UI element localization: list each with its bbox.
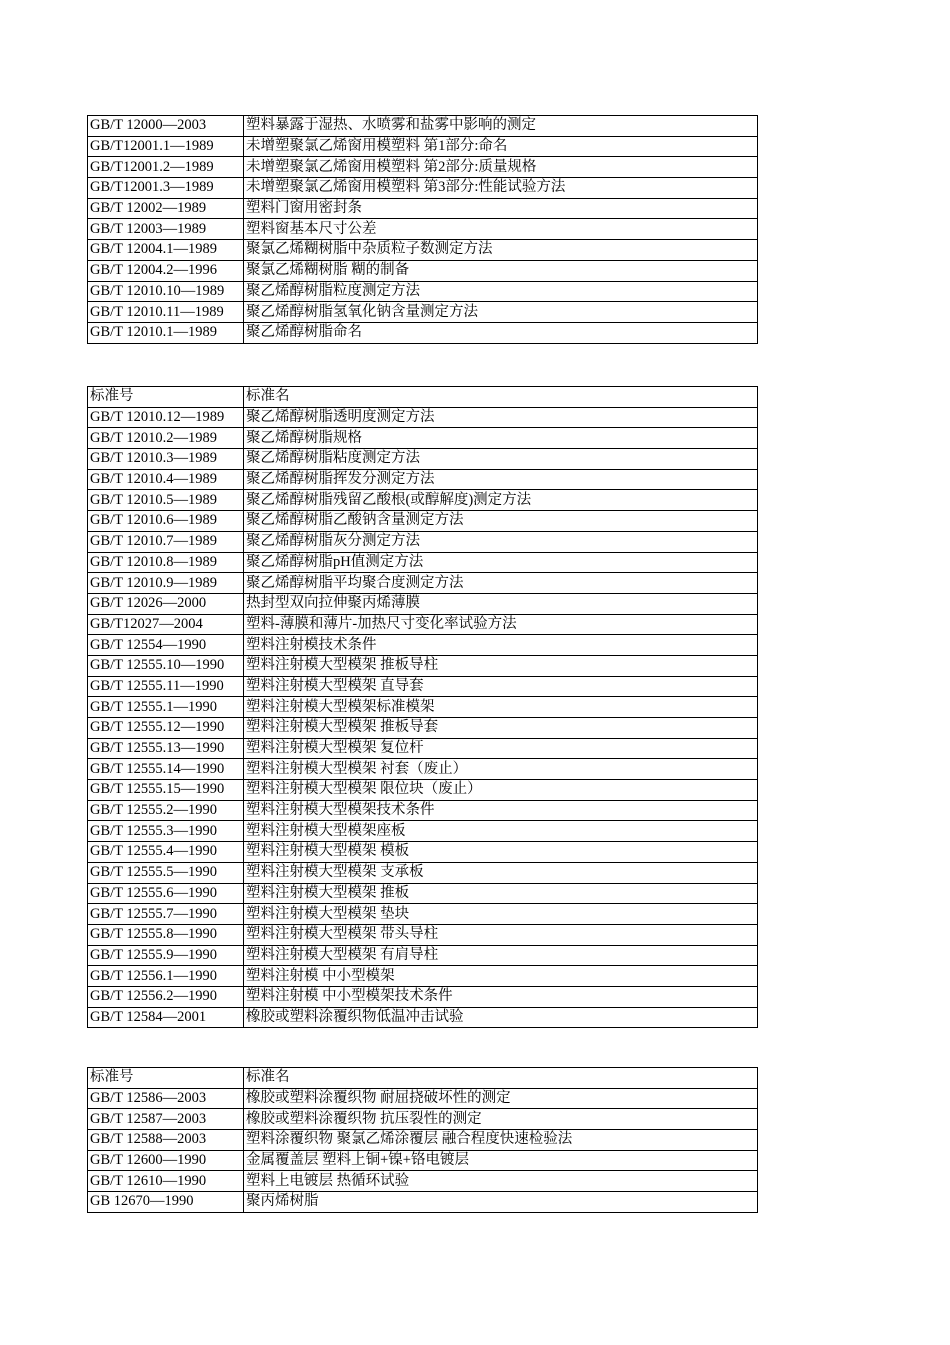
table-row [88, 904, 758, 925]
table-row [88, 718, 758, 739]
standard-name: 橡胶或塑料涂覆织物 耐屈挠破坏性的测定 [244, 1088, 758, 1109]
standard-name: 塑料注射模 中小型模架 [244, 966, 758, 987]
standard-name: 塑料注射模大型模架 带头导柱 [244, 924, 758, 945]
standard-name: 聚乙烯醇树脂规格 [244, 428, 758, 449]
standard-number: GB/T 12004.1—1989 [88, 240, 244, 261]
header-standard-number: 标准号 [88, 387, 244, 408]
standard-name: 聚乙烯醇树脂乙酸钠含量测定方法 [244, 511, 758, 532]
table-row [88, 842, 758, 863]
standard-name: 聚乙烯醇树脂透明度测定方法 [244, 407, 758, 428]
table-row [88, 573, 758, 594]
standards-table-1 [87, 115, 758, 344]
standard-number: GB/T 12010.3—1989 [88, 449, 244, 470]
standard-number: GB/T 12555.5—1990 [88, 862, 244, 883]
standard-number: GB/T 12584—2001 [88, 1007, 244, 1028]
table-row [88, 116, 758, 137]
standard-name: 塑料注射模大型模架 推板导套 [244, 718, 758, 739]
table-row [88, 1088, 758, 1109]
table-row [88, 924, 758, 945]
standard-name: 塑料涂覆织物 聚氯乙烯涂覆层 融合程度快速检验法 [244, 1130, 758, 1151]
standard-number: GB/T 12555.13—1990 [88, 738, 244, 759]
table-row [88, 1171, 758, 1192]
standard-name: 塑料注射模大型模架 推板 [244, 883, 758, 904]
standard-number: GB/T 12555.6—1990 [88, 883, 244, 904]
table-row [88, 281, 758, 302]
standard-number: GB/T 12010.9—1989 [88, 573, 244, 594]
standard-number: GB/T 12600—1990 [88, 1150, 244, 1171]
standard-name: 塑料注射模大型模架标准模架 [244, 697, 758, 718]
standard-number: GB/T 12010.6—1989 [88, 511, 244, 532]
standard-name: 塑料注射模大型模架 直导套 [244, 676, 758, 697]
table-body [88, 1068, 758, 1213]
table-row [88, 883, 758, 904]
standard-name: 未增塑聚氯乙烯窗用模塑料 第3部分:性能试验方法 [244, 178, 758, 199]
standard-name: 橡胶或塑料涂覆织物 抗压裂性的测定 [244, 1109, 758, 1130]
standard-number: GB/T 12010.4—1989 [88, 469, 244, 490]
standards-table-3 [87, 1067, 758, 1213]
standard-name: 塑料上电镀层 热循环试验 [244, 1171, 758, 1192]
header-standard-name: 标准名 [244, 1068, 758, 1089]
standard-number: GB/T 12555.1—1990 [88, 697, 244, 718]
standard-number: GB/T 12004.2—1996 [88, 260, 244, 281]
table-header-row [88, 387, 758, 408]
header-standard-name: 标准名 [244, 387, 758, 408]
standard-number: GB/T 12010.8—1989 [88, 552, 244, 573]
table-row [88, 198, 758, 219]
standard-number: GB/T 12555.4—1990 [88, 842, 244, 863]
standard-name: 塑料注射模大型模架 限位块（废止） [244, 780, 758, 801]
standard-name: 塑料注射模大型模架 有肩导柱 [244, 945, 758, 966]
standard-name: 聚氯乙烯糊树脂 糊的制备 [244, 260, 758, 281]
table-row [88, 676, 758, 697]
standard-number: GB/T 12010.10—1989 [88, 281, 244, 302]
standard-name: 塑料注射模 中小型模架技术条件 [244, 986, 758, 1007]
table-row [88, 1007, 758, 1028]
standard-name: 金属覆盖层 塑料上铜+镍+铬电镀层 [244, 1150, 758, 1171]
standard-name: 未增塑聚氯乙烯窗用模塑料 第2部分:质量规格 [244, 157, 758, 178]
standard-number: GB/T 12556.2—1990 [88, 986, 244, 1007]
standard-number: GB/T 12010.1—1989 [88, 322, 244, 343]
standard-name: 橡胶或塑料涂覆织物低温冲击试验 [244, 1007, 758, 1028]
table-row [88, 800, 758, 821]
table-row [88, 302, 758, 323]
standard-number: GB/T 12587—2003 [88, 1109, 244, 1130]
table-row [88, 635, 758, 656]
standard-name: 塑料注射模大型模架 推板导柱 [244, 655, 758, 676]
standard-number: GB/T12001.3—1989 [88, 178, 244, 199]
table-row [88, 552, 758, 573]
table-row [88, 821, 758, 842]
standard-name: 聚乙烯醇树脂氢氧化钠含量测定方法 [244, 302, 758, 323]
standard-name: 聚乙烯醇树脂残留乙酸根(或醇解度)测定方法 [244, 490, 758, 511]
standard-number: GB/T 12555.10—1990 [88, 655, 244, 676]
table-row [88, 614, 758, 635]
standard-name: 塑料-薄膜和薄片-加热尺寸变化率试验方法 [244, 614, 758, 635]
table-row [88, 490, 758, 511]
table-header-row [88, 1068, 758, 1089]
standard-name: 聚乙烯醇树脂灰分测定方法 [244, 531, 758, 552]
standard-number: GB/T12027—2004 [88, 614, 244, 635]
table-row [88, 738, 758, 759]
standard-name: 塑料注射模大型模架 支承板 [244, 862, 758, 883]
standard-name: 聚乙烯醇树脂粘度测定方法 [244, 449, 758, 470]
table-row [88, 1150, 758, 1171]
standard-name: 塑料注射模大型模架 衬套（废止） [244, 759, 758, 780]
standard-number: GB/T12001.2—1989 [88, 157, 244, 178]
standard-number: GB/T 12555.7—1990 [88, 904, 244, 925]
table-row [88, 1192, 758, 1213]
table-row [88, 697, 758, 718]
table-row [88, 469, 758, 490]
standard-name: 热封型双向拉伸聚丙烯薄膜 [244, 593, 758, 614]
standard-number: GB/T 12010.11—1989 [88, 302, 244, 323]
table-row [88, 511, 758, 532]
table-body [88, 387, 758, 1028]
standard-number: GB/T 12010.12—1989 [88, 407, 244, 428]
standard-name: 塑料注射模大型模架 复位杆 [244, 738, 758, 759]
standard-name: 塑料窗基本尺寸公差 [244, 219, 758, 240]
standard-name: 塑料注射模技术条件 [244, 635, 758, 656]
standard-number: GB/T 12010.7—1989 [88, 531, 244, 552]
standard-number: GB/T 12010.5—1989 [88, 490, 244, 511]
table-row [88, 136, 758, 157]
table-row [88, 322, 758, 343]
table-row [88, 1130, 758, 1151]
standard-number: GB/T 12555.14—1990 [88, 759, 244, 780]
standard-name: 塑料暴露于湿热、水喷雾和盐雾中影响的测定 [244, 116, 758, 137]
standard-name: 塑料注射模大型模架 模板 [244, 842, 758, 863]
standard-name: 聚乙烯醇树脂粒度测定方法 [244, 281, 758, 302]
standard-number: GB/T 12610—1990 [88, 1171, 244, 1192]
table-row [88, 966, 758, 987]
table-row [88, 655, 758, 676]
table-row [88, 862, 758, 883]
standard-name: 未增塑聚氯乙烯窗用模塑料 第1部分:命名 [244, 136, 758, 157]
standard-number: GB/T12001.1—1989 [88, 136, 244, 157]
standard-number: GB/T 12555.12—1990 [88, 718, 244, 739]
table-row [88, 240, 758, 261]
table-row [88, 157, 758, 178]
standard-name: 聚乙烯醇树脂命名 [244, 322, 758, 343]
standard-number: GB/T 12555.11—1990 [88, 676, 244, 697]
standard-name: 塑料门窗用密封条 [244, 198, 758, 219]
table-row [88, 531, 758, 552]
standard-number: GB/T 12555.2—1990 [88, 800, 244, 821]
table-body [88, 116, 758, 344]
table-row [88, 260, 758, 281]
table-row [88, 449, 758, 470]
standard-name: 塑料注射模大型模架技术条件 [244, 800, 758, 821]
table-row [88, 759, 758, 780]
standard-name: 塑料注射模大型模架 垫块 [244, 904, 758, 925]
standard-number: GB/T 12002—1989 [88, 198, 244, 219]
table-row [88, 178, 758, 199]
standard-name: 聚乙烯醇树脂挥发分测定方法 [244, 469, 758, 490]
standard-name: 塑料注射模大型模架座板 [244, 821, 758, 842]
standard-number: GB/T 12555.15—1990 [88, 780, 244, 801]
standard-number: GB/T 12000—2003 [88, 116, 244, 137]
standards-table-2 [87, 386, 758, 1028]
table-row [88, 593, 758, 614]
standard-number: GB/T 12554—1990 [88, 635, 244, 656]
standard-number: GB/T 12586—2003 [88, 1088, 244, 1109]
table-row [88, 945, 758, 966]
table-row [88, 428, 758, 449]
standard-number: GB/T 12026—2000 [88, 593, 244, 614]
standard-number: GB/T 12010.2—1989 [88, 428, 244, 449]
standard-name: 聚氯乙烯糊树脂中杂质粒子数测定方法 [244, 240, 758, 261]
table-row [88, 780, 758, 801]
standard-name: 聚乙烯醇树脂pH值测定方法 [244, 552, 758, 573]
standard-number: GB/T 12003—1989 [88, 219, 244, 240]
standard-number: GB/T 12555.3—1990 [88, 821, 244, 842]
table-row [88, 1109, 758, 1130]
header-standard-number: 标准号 [88, 1068, 244, 1089]
standard-name: 聚丙烯树脂 [244, 1192, 758, 1213]
standard-number: GB 12670—1990 [88, 1192, 244, 1213]
standard-number: GB/T 12588—2003 [88, 1130, 244, 1151]
table-row [88, 407, 758, 428]
table-row [88, 986, 758, 1007]
standard-number: GB/T 12555.8—1990 [88, 924, 244, 945]
standard-number: GB/T 12556.1—1990 [88, 966, 244, 987]
standard-name: 聚乙烯醇树脂平均聚合度测定方法 [244, 573, 758, 594]
standard-number: GB/T 12555.9—1990 [88, 945, 244, 966]
table-row [88, 219, 758, 240]
